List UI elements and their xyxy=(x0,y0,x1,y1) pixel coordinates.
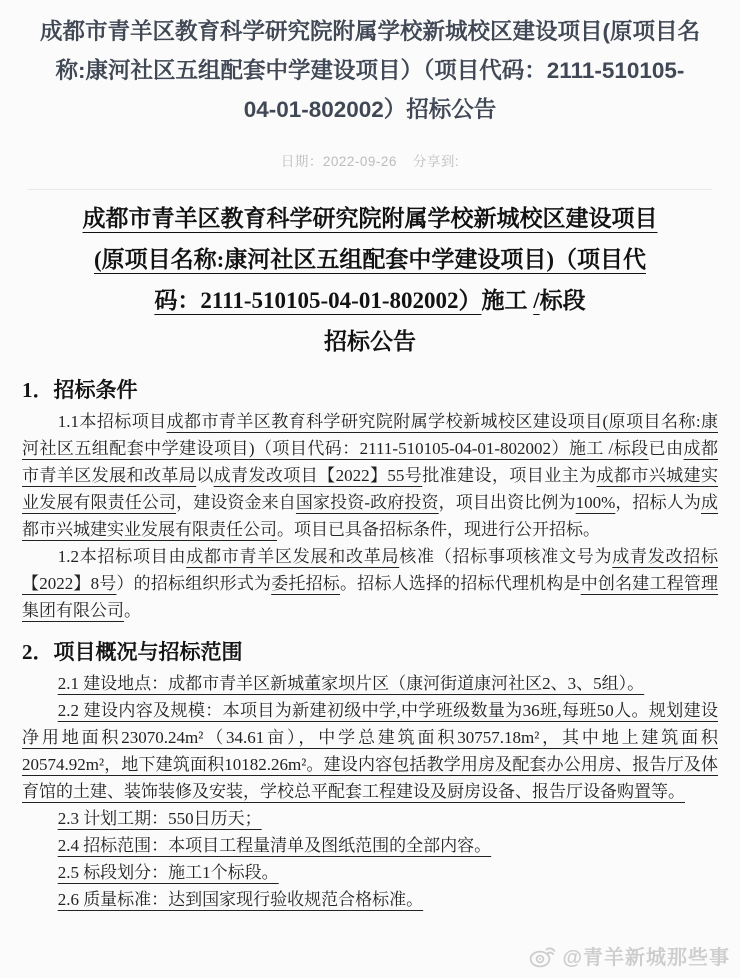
plain-text: ，招标人为 xyxy=(615,493,702,512)
underlined-text: 2.4 招标范围：本项目工程量清单及图纸范围的全部内容。 xyxy=(57,836,492,855)
paragraph xyxy=(22,697,718,805)
plain-text: 施工 xyxy=(481,288,534,313)
document-title-line xyxy=(18,198,722,239)
weibo-icon xyxy=(529,943,556,968)
underlined-text: 2.2 建设内容及规模：本项目为新建初级中学,中学班级数量为36班,每班50人。规划建设净用地面积23070.24m²（34.61亩），中学总建筑面积30757.18m²，其中地上建筑面积20574.92m²，地下建筑面积10182.26m²。建设内容包括教学用房及配套办公用房、报告厅及体育馆的土建、装饰装修及安装，学校总平配套工程建设及厨房设备、报告厅设备购置等。 xyxy=(22,701,718,801)
plain-text: 1.1本招标项目 xyxy=(57,412,167,431)
underlined-text: 成都市青羊区教育科学研究院附属学校新城校区建设项目(原项目名称:康河社区五组配套中学建设项目)（项目代码：2111-510105-04-01-802002）施工 /标段 xyxy=(22,412,719,458)
underlined-text: 成都市青羊区发展和改革局 xyxy=(186,547,400,566)
document-title-line xyxy=(18,239,722,280)
underlined-text: 成都市青羊区发展和改革局 xyxy=(22,439,718,485)
underlined-text: 2.1 建设地点：成都市青羊区新城董家坝片区（康河街道康河社区2、3、5组）。 xyxy=(57,674,645,693)
paragraph xyxy=(22,670,718,697)
paragraph xyxy=(22,408,718,543)
date-label: 日期： xyxy=(280,154,323,169)
paragraph xyxy=(22,886,718,913)
underlined-text: 成青发改招标【2022】8号 xyxy=(22,547,719,593)
page-title-line: 称:康河社区五组配套中学建设项目）（项目代码：2111-510105- xyxy=(55,58,685,83)
paragraph xyxy=(22,832,718,859)
plain-text: ，项目出资比例为 xyxy=(438,493,576,512)
page-title-line: 成都市青羊区教育科学研究院附属学校新城校区建设项目(原项目名 xyxy=(40,19,700,44)
page-title-line: 04-01-802002）招标公告 xyxy=(243,97,497,122)
share-link[interactable]: 分享到: xyxy=(412,154,460,169)
section-heading: 2．项目概况与招标范围 xyxy=(22,640,243,664)
underlined-text: 码：2111-510105-04-01-802002） xyxy=(154,288,482,313)
plain-text: 招标公告 xyxy=(324,329,416,354)
plain-text: ）的招标组织形式为 xyxy=(116,574,272,593)
document-page xyxy=(0,12,740,978)
underlined-text: 成都市兴城建实业发展有限责任公司 xyxy=(22,466,719,512)
underlined-text: 2.6 质量标准：达到国家现行验收规范合格标准。 xyxy=(57,890,424,909)
underlined-text: 成都市兴城建实业发展有限责任公司 xyxy=(22,493,719,539)
plain-text: 标段 xyxy=(539,288,586,313)
plain-text: 。 xyxy=(124,601,141,620)
plain-text: ，建设资金来自 xyxy=(176,493,296,512)
divider xyxy=(28,189,712,190)
plain-text: 核准（招标事项核准文号为 xyxy=(399,547,613,566)
date-row xyxy=(0,150,740,170)
document-title-line xyxy=(18,321,722,362)
page-title xyxy=(26,12,714,129)
underlined-text: 2.5 标段划分：施工1个标段。 xyxy=(57,863,279,882)
section-heading: 1．招标条件 xyxy=(22,378,138,402)
plain-text: 。项目已具备招标条件，现进行公开招标。 xyxy=(277,520,600,539)
watermark-text: @青羊新城那些事 xyxy=(562,947,730,969)
underlined-text: 成都市青羊区教育科学研究院附属学校新城校区建设项目 xyxy=(82,206,658,231)
document-title xyxy=(18,198,722,362)
date-value: 2022-09-26 xyxy=(322,154,397,169)
plain-text: 批准建设，项目业主为 xyxy=(422,466,597,485)
underlined-text: 100% xyxy=(575,493,616,512)
document-title-line xyxy=(18,280,722,321)
paragraph xyxy=(22,805,718,832)
plain-text: 。招标人选择的招标代理机构是 xyxy=(339,574,581,593)
document-body xyxy=(22,375,718,913)
underlined-text: 国家投资-政府投资 xyxy=(295,493,439,512)
plain-text: 1.2本招标项目由 xyxy=(57,547,187,566)
plain-text: 以 xyxy=(196,466,214,485)
underlined-text: 委托招标 xyxy=(271,574,340,593)
plain-text: 已由 xyxy=(648,439,684,458)
paragraph xyxy=(22,543,718,624)
underlined-text: (原项目名称:康河社区五组配套中学建设项目)（项目代 xyxy=(94,247,646,272)
underlined-text: 2.3 计划工期：550日历天； xyxy=(57,809,262,828)
underlined-text: 中创名建工程管理集团有限公司 xyxy=(22,574,719,620)
underlined-text: 成青发改项目【2022】55号 xyxy=(213,466,423,485)
paragraph xyxy=(22,859,718,886)
underlined-text: / xyxy=(533,288,540,313)
